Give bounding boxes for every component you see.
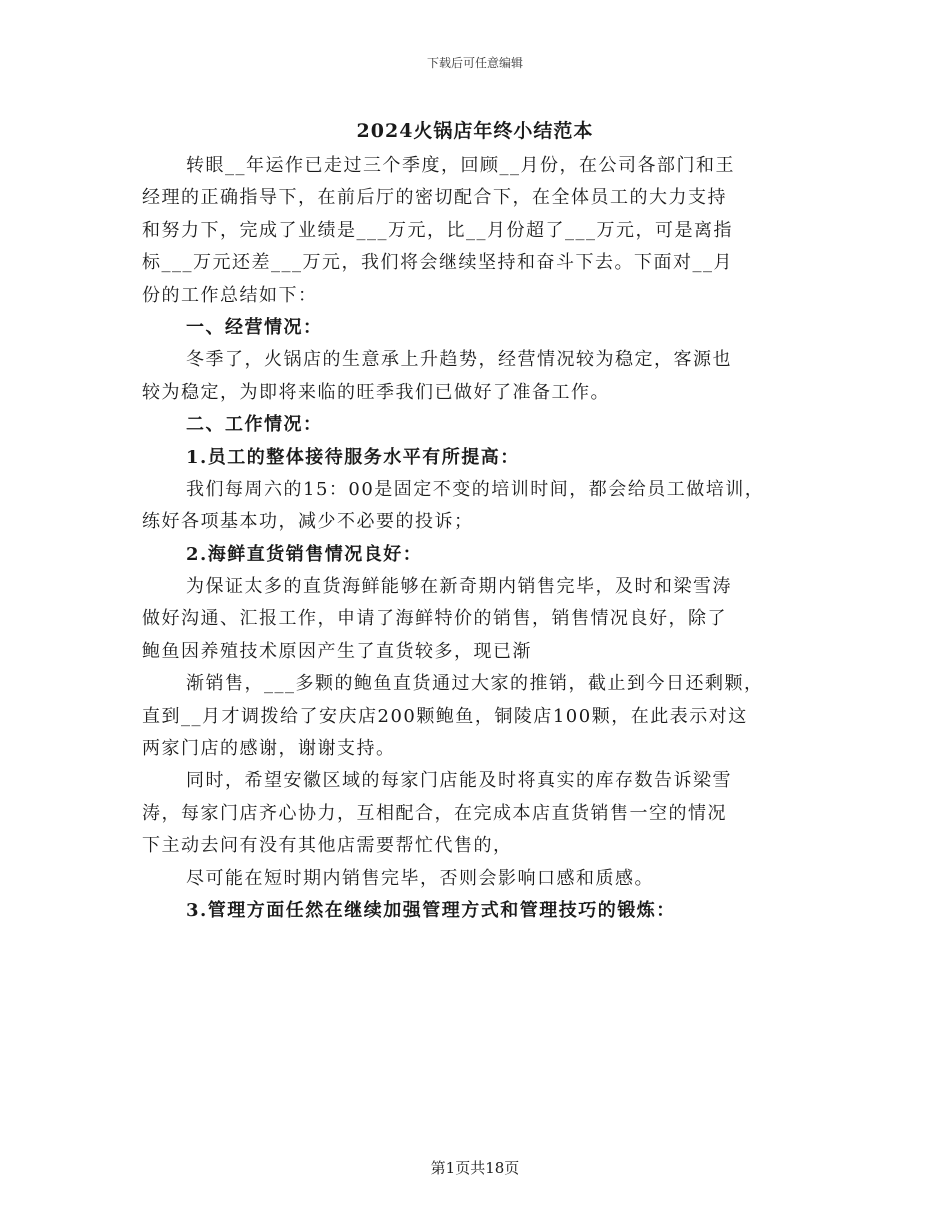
header-note: 下载后可任意编辑 (426, 56, 523, 70)
paragraph-line: 两家门店的感谢，谢谢支持。 (142, 738, 396, 760)
section-heading: 2.海鲜直货销售情况良好： (186, 543, 423, 565)
paragraph-line: 冬季了，火锅店的生意承上升趋势，经营情况较为稳定，客源也 (186, 349, 732, 371)
paragraph-line: 涛，每家门店齐心协力，互相配合，在完成本店直货销售一空的情况 (142, 802, 727, 824)
paragraph-line: 较为稳定，为即将来临的旺季我们已做好了准备工作。 (142, 381, 610, 403)
paragraph-line: 下主动去问有没有其他店需要帮忙代售的， (142, 835, 513, 857)
paragraph-line: 标___万元还差___万元，我们将会继续坚持和奋斗下去。下面对__月 (142, 252, 733, 274)
document-title: 2024火锅店年终小结范本 (356, 120, 594, 142)
paragraph-line: 练好各项基本功，减少不必要的投诉； (142, 511, 474, 533)
paragraph-line: 份的工作总结如下： (142, 284, 318, 306)
paragraph-line: 同时，希望安徽区域的每家门店能及时将真实的库存数告诉梁雪 (186, 770, 732, 792)
section-heading: 二、工作情况： (186, 414, 323, 436)
paragraph-line: 渐销售，___多颗的鲍鱼直货通过大家的推销，截止到今日还剩颗， (186, 673, 764, 695)
section-heading: 3.管理方面任然在继续加强管理方式和管理技巧的锻炼： (186, 899, 676, 921)
paragraph-line: 我们每周六的15：00是固定不变的培训时间，都会给员工做培训， (186, 478, 765, 500)
document-body (142, 150, 812, 927)
page-number: 第1页共18页 (430, 1159, 520, 1177)
paragraph-line: 做好沟通、汇报工作，申请了海鲜特价的销售，销售情况良好，除了 (142, 608, 727, 630)
paragraph-line: 为保证太多的直货海鲜能够在新奇期内销售完毕，及时和梁雪涛 (186, 576, 732, 598)
paragraph-line: 尽可能在短时期内销售完毕，否则会影响口感和质感。 (186, 867, 654, 889)
paragraph-line: 直到__月才调拨给了安庆店200颗鲍鱼，铜陵店100颗，在此表示对这 (142, 705, 748, 727)
paragraph-line: 经理的正确指导下，在前后厅的密切配合下，在全体员工的大力支持 (142, 187, 727, 209)
section-heading: 一、经营情况： (186, 316, 323, 338)
paragraph-line: 鲍鱼因养殖技术原因产生了直货较多，现已渐 (142, 640, 532, 662)
section-heading: 1.员工的整体接待服务水平有所提高： (186, 446, 520, 468)
paragraph-line: 转眼__年运作已走过三个季度，回顾__月份，在公司各部门和王 (186, 155, 735, 176)
paragraph-line: 和努力下，完成了业绩是___万元，比__月份超了___万元，可是离指 (142, 219, 733, 241)
